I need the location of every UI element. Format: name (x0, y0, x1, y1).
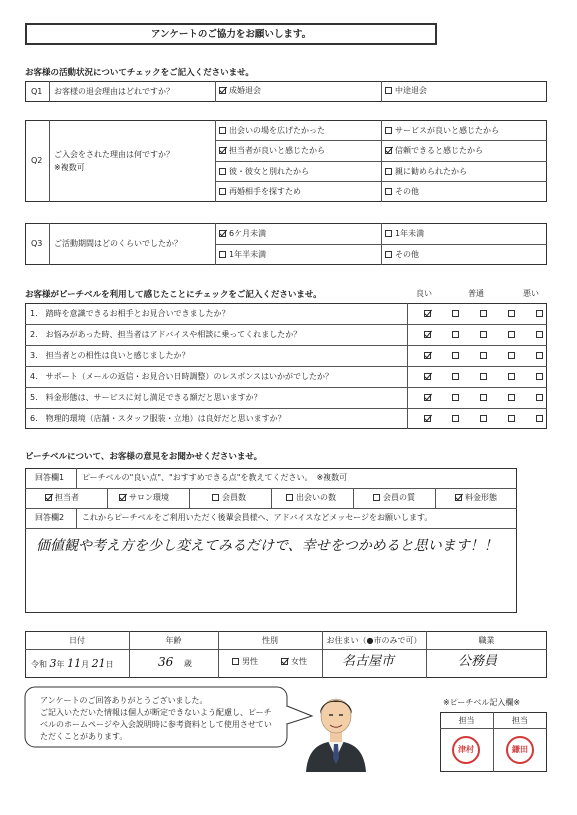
address-header: お住まい（●市のみで可） (326, 636, 422, 645)
rating-heading: お客様がピーチベルを利用して感じたことにチェックをご記入くださいませ。 (25, 290, 322, 300)
rating-checkbox[interactable] (452, 394, 459, 401)
q3-number: Q3 (31, 239, 43, 248)
checkbox[interactable] (385, 251, 392, 258)
age-value[interactable]: 36 歳 (158, 655, 192, 669)
rating-checkbox-checked[interactable] (424, 331, 431, 338)
stamp-seal-2: 鎌田 (506, 736, 534, 764)
scale-good-label: 良い (416, 289, 432, 298)
thanks-line-3: ベルのホームページや入会説明時に参考資料として使用させてい (40, 720, 272, 729)
checkbox[interactable] (286, 494, 293, 501)
checkbox[interactable] (373, 494, 380, 501)
a1-option-6[interactable]: 料金形態 (455, 494, 497, 502)
gender-female[interactable]: 女性 (281, 658, 307, 666)
rating-checkbox[interactable] (452, 415, 459, 422)
q2-question: ご入会をされた理由は何ですか？ (54, 150, 174, 159)
q2-option-2[interactable]: サービスが良いと感じたから (385, 127, 499, 135)
staff-header-1: 担当 (458, 716, 475, 725)
scale-bad-label: 悪い (523, 289, 539, 298)
age-header: 年齢 (165, 636, 182, 645)
rating-checkbox[interactable] (536, 394, 543, 401)
rating-checkbox[interactable] (508, 394, 515, 401)
checkbox-checked[interactable] (455, 494, 462, 501)
q2-option-3[interactable]: 担当者が良いと感じたから (219, 147, 325, 155)
date-header: 日付 (69, 636, 85, 645)
job-value[interactable]: 公務員 (458, 654, 498, 669)
a1-option-5[interactable]: 会員の質 (373, 494, 415, 502)
q3-option-4[interactable]: その他 (385, 251, 419, 259)
checkbox-checked[interactable] (219, 147, 226, 154)
checkbox-checked[interactable] (219, 87, 226, 94)
opinion-heading: ピーチベルについて、お客様の意見をお聞かせくださいませ。 (25, 452, 263, 462)
rating-checkbox[interactable] (480, 394, 487, 401)
answer2-prompt: これからピーチベルをご利用いただく後輩会員様へ、アドバイスなどメッセージをお願いします。 (82, 513, 433, 522)
rating-checkbox[interactable] (480, 415, 487, 422)
q2-option-4[interactable]: 信頼できると感じたから (385, 147, 483, 155)
a1-option-2[interactable]: サロン環境 (119, 494, 169, 502)
gender-male[interactable]: 男性 (232, 658, 258, 666)
rating-question: 3. 担当者との相性は良いと感じましたか？ (30, 351, 190, 360)
checkbox-checked[interactable] (385, 147, 392, 154)
q2-number: Q2 (31, 156, 43, 165)
rating-checkbox-checked[interactable] (424, 310, 431, 317)
checkbox[interactable] (385, 127, 392, 134)
a1-option-4[interactable]: 出会いの数 (286, 494, 336, 502)
q2-option-1[interactable]: 出会いの場を広げたかった (219, 127, 325, 135)
checkbox-checked[interactable] (119, 494, 126, 501)
answer1-label: 回答欄1 (35, 473, 65, 482)
rating-checkbox[interactable] (452, 352, 459, 359)
checkbox[interactable] (385, 87, 392, 94)
q1-option-1[interactable]: 成婚退会 (219, 87, 261, 95)
checkbox[interactable] (385, 188, 392, 195)
checkbox-checked[interactable] (45, 494, 52, 501)
rating-checkbox[interactable] (508, 415, 515, 422)
rating-checkbox[interactable] (536, 331, 543, 338)
thanks-line-1: アンケートのご回答ありがとうございました。 (40, 696, 208, 705)
rating-checkbox[interactable] (480, 373, 487, 380)
thanks-line-4: ただくことがあります。 (40, 732, 128, 741)
answer2-label: 回答欄2 (35, 513, 65, 522)
q2-option-7[interactable]: 再婚相手を探すため (219, 188, 301, 196)
q2-option-5[interactable]: 彼・彼女と別れたから (219, 168, 309, 176)
rating-checkbox[interactable] (536, 310, 543, 317)
rating-checkbox[interactable] (452, 373, 459, 380)
checkbox[interactable] (219, 251, 226, 258)
staff-header-2: 担当 (512, 716, 528, 725)
a1-option-1[interactable]: 担当者 (45, 494, 79, 502)
checkbox[interactable] (385, 168, 392, 175)
checkbox[interactable] (212, 494, 219, 501)
address-value[interactable]: 名古屋市 (342, 654, 395, 669)
checkbox[interactable] (219, 168, 226, 175)
q1-question: お客様の退会理由はどれですか？ (54, 87, 174, 96)
rating-checkbox-checked[interactable] (424, 352, 431, 359)
job-header: 職業 (478, 636, 495, 645)
thanks-line-2: ご記入いただいた情報は個人が断定できないよう配慮し、ピーチ (40, 708, 272, 717)
checkbox[interactable] (219, 188, 226, 195)
q1-number: Q1 (31, 87, 43, 96)
checkbox[interactable] (232, 658, 239, 665)
rating-checkbox[interactable] (508, 352, 515, 359)
checkbox-checked[interactable] (219, 230, 226, 237)
rating-checkbox[interactable] (480, 331, 487, 338)
scale-mid-label: 普通 (468, 289, 484, 298)
staff-area-title: ※ピーチベル記入欄※ (443, 698, 521, 707)
answer2-handwritten[interactable]: 価値観や考え方を少し変えてみるだけで、幸せをつかめると思います！！ (36, 538, 498, 554)
rating-question: 6. 物理的環境（店舗・スタッフ服装・立地）は良好だと思いますか？ (30, 414, 286, 423)
rating-checkbox[interactable] (536, 415, 543, 422)
answer1-prompt: ピーチベルの"良い点"、"おすすめできる点"を教えてください。 ※複数可 (82, 473, 348, 482)
rating-checkbox[interactable] (536, 373, 543, 380)
rating-checkbox-checked[interactable] (424, 373, 431, 380)
rating-question: 4. サポート（メールの返信・お見合い日時調整）のレスポンスはいかがでしたか？ (30, 372, 333, 381)
rating-checkbox-checked[interactable] (424, 394, 431, 401)
q3-option-2[interactable]: 1年未満 (385, 230, 424, 238)
rating-checkbox[interactable] (452, 331, 459, 338)
q3-option-1[interactable]: 6ケ月未満 (219, 230, 266, 238)
stamp-seal-1: 津村 (452, 736, 480, 764)
date-value[interactable]: 令和 3年 11月 21日 (31, 657, 114, 670)
rating-checkbox-checked[interactable] (424, 415, 431, 422)
activity-heading: お客様の活動状況についてチェックをご記入くださいませ。 (25, 68, 254, 78)
rating-checkbox[interactable] (508, 373, 515, 380)
rating-checkbox[interactable] (480, 310, 487, 317)
q3-question: ご活動期間はどのくらいでしたか？ (54, 239, 182, 248)
rating-question: 5. 料金形態は、サービスに対し満足できる額だと思いますか？ (30, 393, 262, 402)
page-title: アンケートのご協力をお願いします。 (150, 29, 312, 40)
rating-checkbox[interactable] (508, 331, 515, 338)
staff-illustration (298, 686, 374, 772)
checkbox[interactable] (385, 230, 392, 237)
rating-checkbox[interactable] (536, 352, 543, 359)
checkbox[interactable] (219, 127, 226, 134)
rating-checkbox[interactable] (480, 352, 487, 359)
checkbox-checked[interactable] (281, 658, 288, 665)
q3-option-3[interactable]: 1年半未満 (219, 251, 266, 259)
rating-question: 1. 踏時を意識できるお相手とお見合いできましたか？ (30, 309, 230, 318)
q2-option-6[interactable]: 親に勧められたから (385, 168, 467, 176)
rating-checkbox[interactable] (452, 310, 459, 317)
q2-note: ※複数可 (54, 163, 85, 172)
a1-option-3[interactable]: 会員数 (212, 494, 246, 502)
q1-option-2[interactable]: 中途退会 (385, 87, 427, 95)
rating-question: 2. お悩みがあった時、担当者はアドバイスや相談に乗ってくれましたか？ (30, 330, 302, 339)
gender-header: 性別 (262, 636, 278, 645)
rating-checkbox[interactable] (508, 310, 515, 317)
q2-option-8[interactable]: その他 (385, 188, 419, 196)
